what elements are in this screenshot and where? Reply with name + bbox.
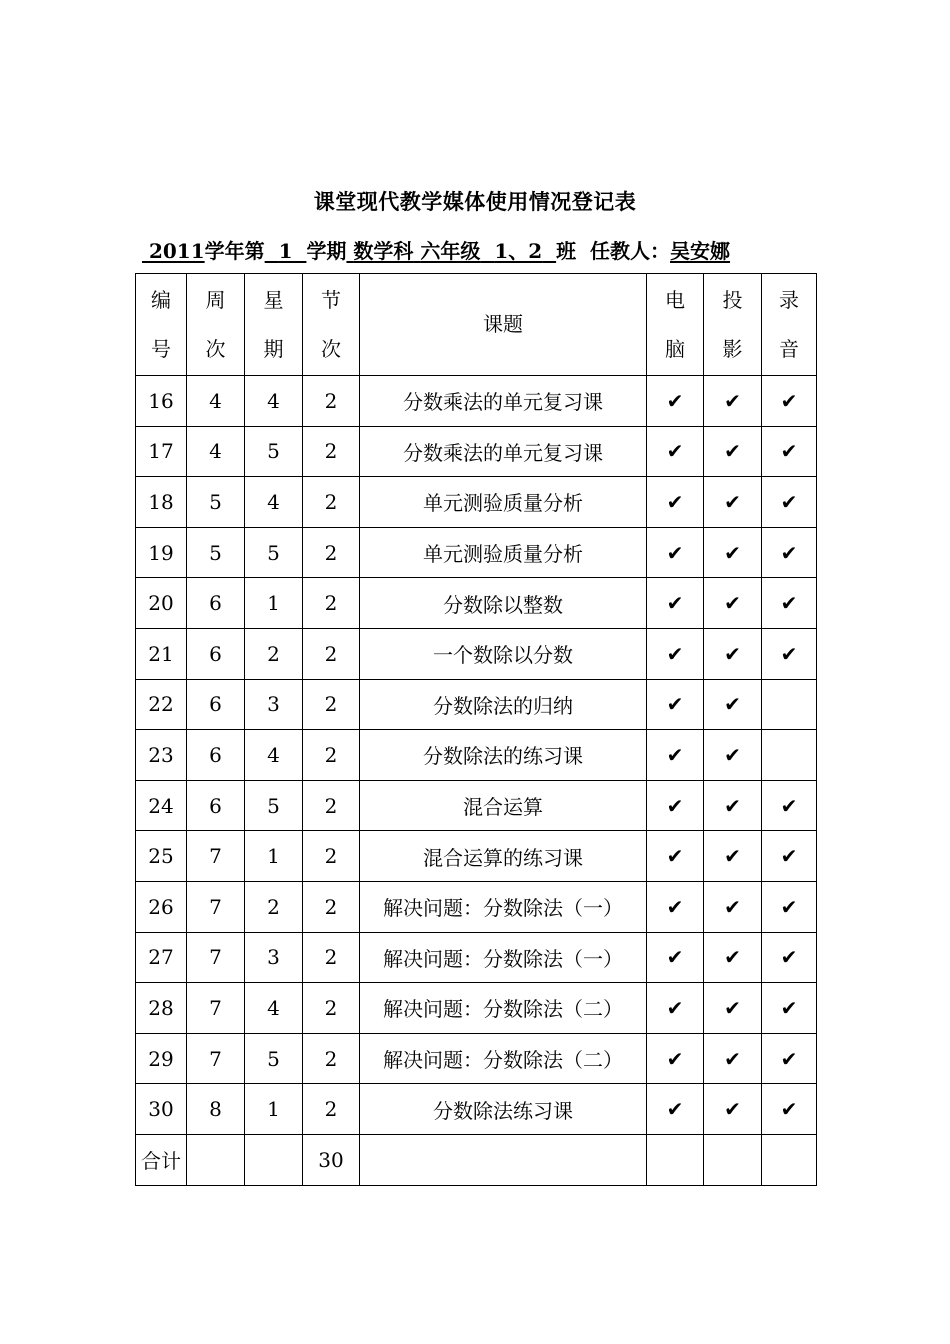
cell-weekday: 4	[245, 730, 303, 781]
cell-no: 28	[136, 983, 187, 1034]
total-audio-empty	[762, 1134, 817, 1185]
cell-week: 5	[187, 527, 245, 578]
cell-audio-check: ✔	[762, 1084, 817, 1135]
cell-computer-check: ✔	[647, 426, 704, 477]
cell-no: 17	[136, 426, 187, 477]
table-row	[136, 1033, 817, 1084]
table-row	[136, 831, 817, 882]
cell-week: 6	[187, 578, 245, 629]
cell-audio-check: ✔	[762, 578, 817, 629]
table-row	[136, 527, 817, 578]
cell-weekday: 1	[245, 578, 303, 629]
total-period-value: 30	[303, 1134, 360, 1185]
total-row	[136, 1134, 817, 1185]
cell-topic: 解决问题：分数除法（一）	[360, 932, 647, 983]
cell-projector-check: ✔	[704, 477, 762, 528]
cell-week: 7	[187, 983, 245, 1034]
cell-period: 2	[303, 1033, 360, 1084]
cell-weekday: 3	[245, 932, 303, 983]
cell-period: 2	[303, 578, 360, 629]
cell-week: 6	[187, 780, 245, 831]
table-row	[136, 376, 817, 427]
cell-projector-check: ✔	[704, 983, 762, 1034]
cell-computer-check: ✔	[647, 831, 704, 882]
table-row	[136, 730, 817, 781]
cell-no: 23	[136, 730, 187, 781]
cell-topic: 单元测验质量分析	[360, 477, 647, 528]
cell-weekday: 3	[245, 679, 303, 730]
cell-no: 29	[136, 1033, 187, 1084]
cell-audio-check: ✔	[762, 527, 817, 578]
cell-computer-check: ✔	[647, 376, 704, 427]
cell-weekday: 2	[245, 628, 303, 679]
table-row	[136, 628, 817, 679]
cell-audio-check	[762, 679, 817, 730]
total-weekday-empty	[245, 1134, 303, 1185]
cell-topic: 混合运算	[360, 780, 647, 831]
term-field: 1	[278, 239, 293, 263]
cell-topic: 一个数除以分数	[360, 628, 647, 679]
cell-computer-check: ✔	[647, 780, 704, 831]
total-label: 合计	[136, 1134, 187, 1185]
cell-topic: 分数除法的练习课	[360, 730, 647, 781]
cell-no: 24	[136, 780, 187, 831]
year-suffix: 学年第	[204, 239, 265, 263]
cell-computer-check: ✔	[647, 932, 704, 983]
cell-projector-check: ✔	[704, 831, 762, 882]
cell-no: 30	[136, 1084, 187, 1135]
cell-computer-check: ✔	[647, 527, 704, 578]
cell-weekday: 1	[245, 1084, 303, 1135]
cell-weekday: 4	[245, 983, 303, 1034]
cell-computer-check: ✔	[647, 1033, 704, 1084]
cell-audio-check: ✔	[762, 983, 817, 1034]
cell-projector-check: ✔	[704, 932, 762, 983]
cell-audio-check: ✔	[762, 376, 817, 427]
cell-weekday: 5	[245, 426, 303, 477]
cell-audio-check: ✔	[762, 628, 817, 679]
cell-topic: 分数除以整数	[360, 578, 647, 629]
cell-projector-check: ✔	[704, 426, 762, 477]
table-row	[136, 932, 817, 983]
media-usage-table	[135, 273, 817, 1186]
cell-week: 4	[187, 426, 245, 477]
header-projector: 投 影	[704, 274, 762, 376]
cell-topic: 解决问题：分数除法（二）	[360, 1033, 647, 1084]
cell-topic: 解决问题：分数除法（二）	[360, 983, 647, 1034]
cell-projector-check: ✔	[704, 376, 762, 427]
cell-computer-check: ✔	[647, 881, 704, 932]
cell-weekday: 1	[245, 831, 303, 882]
cell-audio-check: ✔	[762, 426, 817, 477]
cell-audio-check: ✔	[762, 780, 817, 831]
cell-projector-check: ✔	[704, 628, 762, 679]
cell-topic: 单元测验质量分析	[360, 527, 647, 578]
term-suffix: 学期	[306, 239, 347, 263]
header-topic: 课题	[360, 274, 647, 376]
cell-topic: 分数乘法的单元复习课	[360, 426, 647, 477]
cell-week: 6	[187, 679, 245, 730]
table-row	[136, 578, 817, 629]
cell-topic: 解决问题：分数除法（一）	[360, 881, 647, 932]
cell-weekday: 5	[245, 1033, 303, 1084]
cell-topic: 混合运算的练习课	[360, 831, 647, 882]
cell-projector-check: ✔	[704, 578, 762, 629]
cell-period: 2	[303, 426, 360, 477]
cell-week: 8	[187, 1084, 245, 1135]
cell-computer-check: ✔	[647, 679, 704, 730]
table-row	[136, 780, 817, 831]
cell-week: 5	[187, 477, 245, 528]
table-row	[136, 679, 817, 730]
cell-week: 7	[187, 1033, 245, 1084]
total-topic-empty	[360, 1134, 647, 1185]
cell-no: 20	[136, 578, 187, 629]
table-body	[136, 376, 817, 1186]
table-row	[136, 477, 817, 528]
cell-period: 2	[303, 527, 360, 578]
year-field: 2011	[148, 239, 205, 263]
cell-no: 26	[136, 881, 187, 932]
cell-no: 25	[136, 831, 187, 882]
total-week-empty	[187, 1134, 245, 1185]
header-no: 编 号	[136, 274, 187, 376]
cell-topic: 分数除法练习课	[360, 1084, 647, 1135]
cell-no: 27	[136, 932, 187, 983]
teacher-label: 任教人：	[590, 239, 671, 263]
cell-computer-check: ✔	[647, 477, 704, 528]
cell-topic: 分数乘法的单元复习课	[360, 376, 647, 427]
cell-period: 2	[303, 477, 360, 528]
cell-week: 7	[187, 932, 245, 983]
cell-weekday: 5	[245, 780, 303, 831]
grade-field: 六年级	[420, 239, 481, 263]
cell-audio-check	[762, 730, 817, 781]
cell-week: 6	[187, 628, 245, 679]
class-suffix: 班	[556, 239, 577, 263]
cell-no: 18	[136, 477, 187, 528]
cell-weekday: 4	[245, 477, 303, 528]
cell-week: 7	[187, 831, 245, 882]
total-computer-empty	[647, 1134, 704, 1185]
cell-audio-check: ✔	[762, 932, 817, 983]
cell-period: 2	[303, 881, 360, 932]
table-row	[136, 881, 817, 932]
cell-projector-check: ✔	[704, 527, 762, 578]
cell-week: 7	[187, 881, 245, 932]
header-period: 节 次	[303, 274, 360, 376]
table-header-row	[136, 274, 817, 376]
cell-computer-check: ✔	[647, 578, 704, 629]
cell-weekday: 5	[245, 527, 303, 578]
total-projector-empty	[704, 1134, 762, 1185]
cell-week: 6	[187, 730, 245, 781]
cell-period: 2	[303, 730, 360, 781]
cell-computer-check: ✔	[647, 730, 704, 781]
header-audio: 录 音	[762, 274, 817, 376]
cell-period: 2	[303, 932, 360, 983]
cell-period: 2	[303, 1084, 360, 1135]
header-week: 周 次	[187, 274, 245, 376]
cell-projector-check: ✔	[704, 780, 762, 831]
header-weekday: 星 期	[245, 274, 303, 376]
table-row	[136, 1084, 817, 1135]
cell-no: 21	[136, 628, 187, 679]
cell-projector-check: ✔	[704, 881, 762, 932]
table-row	[136, 426, 817, 477]
cell-audio-check: ✔	[762, 1033, 817, 1084]
cell-projector-check: ✔	[704, 679, 762, 730]
cell-projector-check: ✔	[704, 730, 762, 781]
cell-period: 2	[303, 983, 360, 1034]
cell-weekday: 4	[245, 376, 303, 427]
subject-field: 数学科	[353, 239, 414, 263]
cell-no: 22	[136, 679, 187, 730]
cell-audio-check: ✔	[762, 477, 817, 528]
cell-projector-check: ✔	[704, 1084, 762, 1135]
cell-weekday: 2	[245, 881, 303, 932]
cell-computer-check: ✔	[647, 628, 704, 679]
cell-computer-check: ✔	[647, 1084, 704, 1135]
cell-no: 16	[136, 376, 187, 427]
cell-computer-check: ✔	[647, 983, 704, 1034]
cell-no: 19	[136, 527, 187, 578]
cell-week: 4	[187, 376, 245, 427]
class-field: 1、2	[494, 239, 543, 263]
cell-audio-check: ✔	[762, 881, 817, 932]
cell-period: 2	[303, 831, 360, 882]
table-row	[136, 983, 817, 1034]
cell-period: 2	[303, 628, 360, 679]
cell-audio-check: ✔	[762, 831, 817, 882]
document-title: 课堂现代教学媒体使用情况登记表	[313, 189, 637, 214]
cell-period: 2	[303, 780, 360, 831]
cell-period: 2	[303, 376, 360, 427]
cell-period: 2	[303, 679, 360, 730]
teacher-name: 吴安娜	[670, 239, 731, 263]
header-computer: 电 脑	[647, 274, 704, 376]
document-subtitle	[142, 235, 730, 264]
cell-projector-check: ✔	[704, 1033, 762, 1084]
cell-topic: 分数除法的归纳	[360, 679, 647, 730]
